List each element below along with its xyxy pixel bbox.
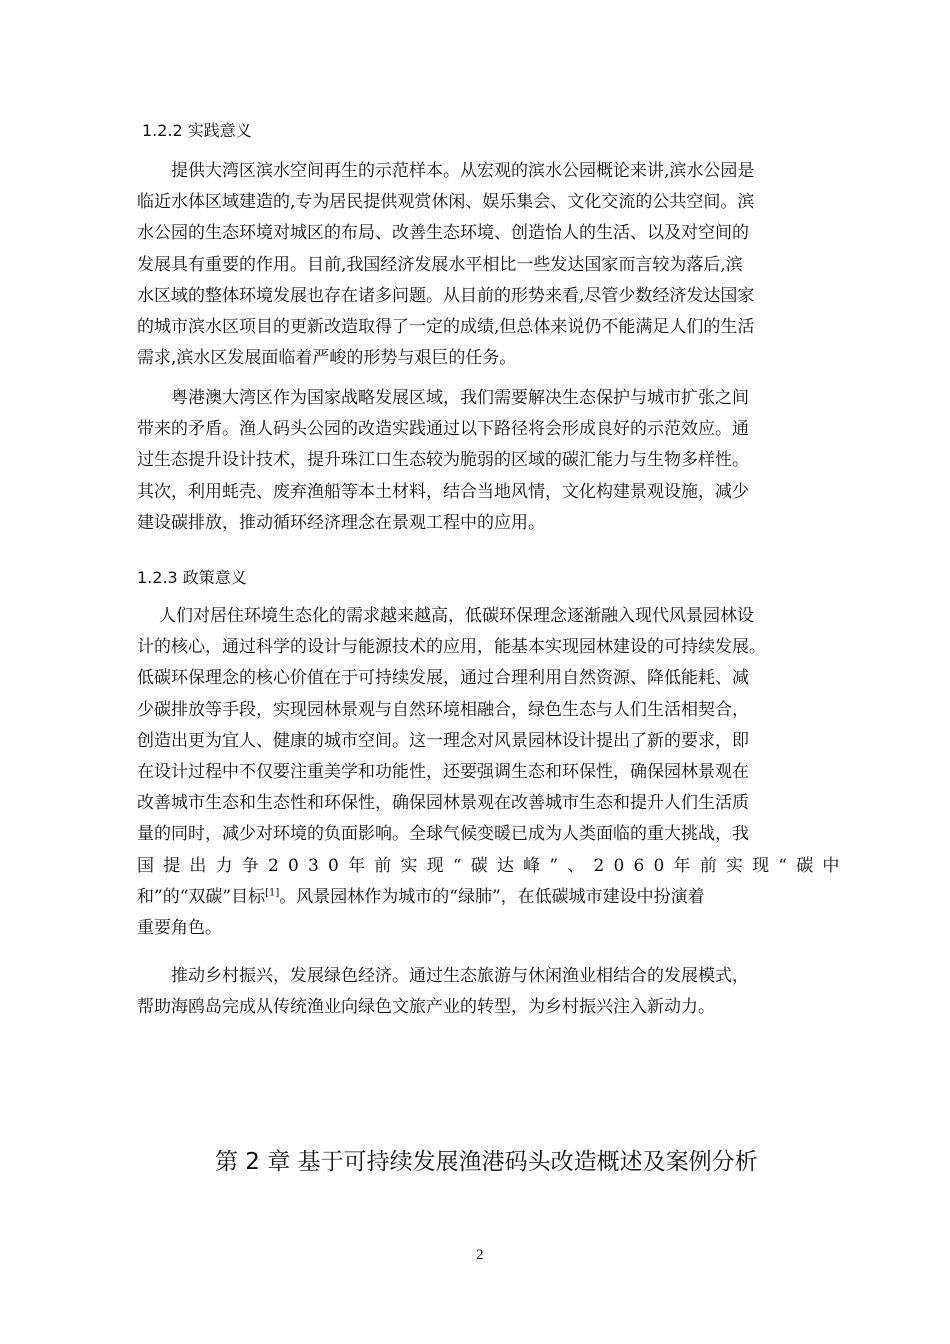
paragraph-line: 创造出更为宜人、健康的城市空间。这一理念对风景园林设计提出了新的要求，即 (137, 730, 749, 751)
paragraph-line: 计的核心，通过科学的设计与能源技术的应用，能基本实现园林建设的可持续发展。 (137, 637, 766, 658)
paragraph-line: 在设计过程中不仅要注重美学和功能性，还要强调生态和环保性，确保园林景观在 (137, 761, 749, 782)
paragraph-line: 发展具有重要的作用。目前,我国经济发展水平相比一些发达国家而言较为落后,滨 (137, 254, 743, 275)
policy-paragraph-2 (137, 961, 849, 1023)
paragraph-line: 水区域的整体环境发展也存在诸多问题。从目前的形势来看,尽管少数经济发达国家 (137, 285, 755, 306)
paragraph-line: 少碳排放等手段，实现园林景观与自然环境相融合，绿色生态与人们生活相契合， (137, 699, 749, 720)
paragraph-line: 粤港澳大湾区作为国家战略发展区域，我们需要解决生态保护与城市扩张之间 (171, 388, 749, 408)
paragraph-line-with-citation (137, 882, 849, 913)
paragraph-line: 国提出力争2030年前实现“碳达峰”、2060年前实现“碳中 (137, 855, 849, 876)
paragraph-line: 改善城市生态和生态性和环保性，确保园林景观在改善城市生态和提升人们生活质 (137, 793, 749, 814)
paragraph-line: 低碳环保理念的核心价值在于可持续发展，通过合理利用自然资源、降低能耗、减 (137, 668, 749, 689)
paragraph-line: 带来的矛盾。渔人码头公园的改造实践通过以下路径将会形成良好的示范效应。通 (137, 419, 749, 440)
practice-paragraph-2 (137, 383, 849, 539)
paragraph-line: 临近水体区域建造的,专为居民提供观赏休闲、娱乐集会、文化交流的公共空间。滨 (137, 192, 755, 213)
paragraph-line: 其次，利用蚝壳、废弃渔船等本土材料，结合当地风情，文化构建景观设施，减少 (137, 481, 749, 502)
section-heading-1-2-2: 1.2.2 实践意义 (142, 121, 252, 140)
paragraph-line: 水公园的生态环境对城区的布局、改善生态环境、创造怡人的生活、以及对空间的 (137, 223, 749, 244)
paragraph-line: 建设碳排放，推动循环经济理念在景观工程中的应用。 (137, 512, 545, 533)
paragraph-line: 帮助海鸥岛完成从传统渔业向绿色文旅产业的转型，为乡村振兴注入新动力。 (137, 997, 715, 1018)
practice-paragraph-1 (137, 156, 849, 374)
paragraph-line: 量的同时，减少对环境的负面影响。全球气候变暖已成为人类面临的重大挑战，我 (137, 824, 749, 845)
paragraph-line: 提供大湾区滨水空间再生的示范样本。从宏观的滨水公园概论来讲,滨水公园是 (171, 161, 755, 181)
paragraph-line: 重要角色。 (137, 917, 222, 938)
citation-text-after: 。风景园林作为城市的“绿肺”，在低碳城市建设中扮演着 (279, 886, 705, 907)
chapter-title: 第 2 章 基于可持续发展渔港码头改造概述及案例分析 (215, 1149, 758, 1175)
policy-paragraph-1 (137, 601, 849, 944)
paragraph-line: 需求,滨水区发展面临着严峻的形势与艰巨的任务。 (137, 348, 517, 369)
page-number: 2 (476, 1247, 484, 1263)
paragraph-line: 推动乡村振兴，发展绿色经济。通过生态旅游与休闲渔业相结合的发展模式， (171, 966, 749, 986)
citation-reference: [1] (265, 887, 280, 899)
paragraph-line: 过生态提升设计技术，提升珠江口生态较为脆弱的区域的碳汇能力与生物多样性。 (137, 450, 749, 471)
paragraph-line: 人们对居住环境生态化的需求越来越高，低碳环保理念逐渐融入现代风景园林设 (159, 606, 754, 626)
citation-text-before: 和”的“双碳”目标 (137, 886, 266, 907)
paragraph-line: 的城市滨水区项目的更新改造取得了一定的成绩,但总体来说仍不能满足人们的生活 (137, 316, 755, 337)
section-heading-1-2-3: 1.2.3 政策意义 (137, 568, 247, 587)
